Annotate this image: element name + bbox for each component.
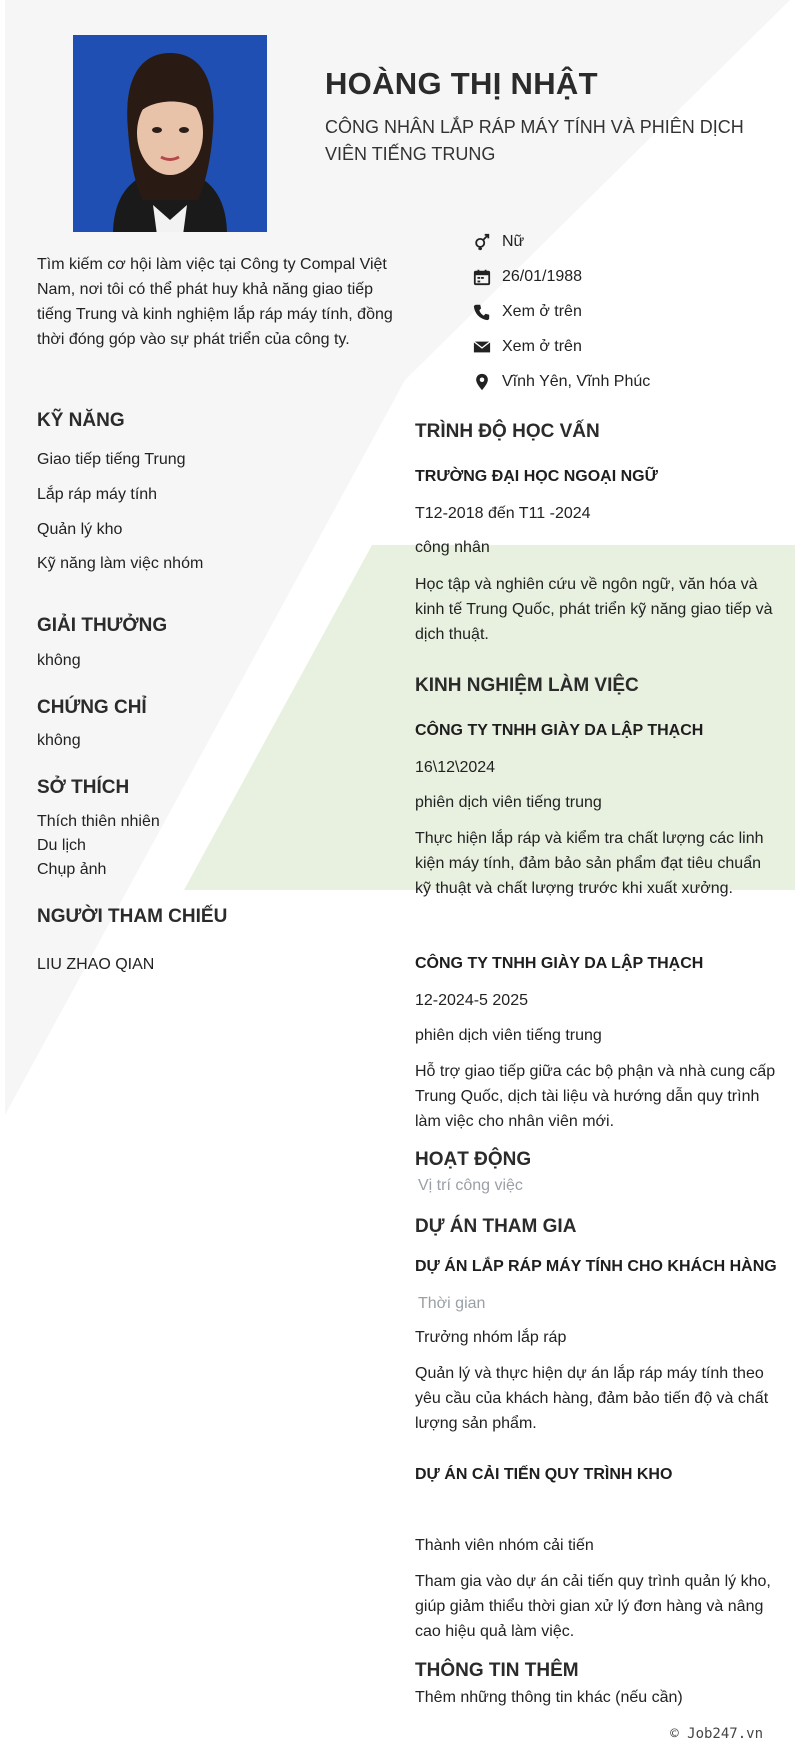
contact-phone xyxy=(472,300,772,324)
reference-name: LIU ZHAO QIAN xyxy=(37,956,155,973)
job-title: CÔNG NHÂN LẮP RÁP MÁY TÍNH VÀ PHIÊN DỊCH VIÊN TIẾNG TRUNG xyxy=(325,117,744,164)
profile-photo xyxy=(73,35,267,232)
mail-icon xyxy=(472,337,492,357)
skill-item: Kỹ năng làm việc nhóm xyxy=(37,555,204,572)
additional-heading: THÔNG TIN THÊM xyxy=(415,1660,579,1681)
hobbies-heading: SỞ THÍCH xyxy=(37,777,130,798)
skills-heading: KỸ NĂNG xyxy=(37,410,125,431)
contact-email xyxy=(472,335,772,359)
career-objective: Tìm kiếm cơ hội làm việc tại Công ty Compal Việt Nam, nơi tôi có thể phát huy khả năng giao tiếp tiếng Trung và kinh nghiệm lắp ráp máy tính, đồng thời đóng góp vào sự phát triển của công ty. xyxy=(37,256,393,348)
activities-heading: HOẠT ĐỘNG xyxy=(415,1149,532,1170)
hobby-item: Chụp ảnh xyxy=(37,861,107,878)
certificates-heading: CHỨNG CHỈ xyxy=(37,697,147,718)
education-description: Học tập và nghiên cứu về ngôn ngữ, văn hóa và kinh tế Trung Quốc, phát triển kỹ năng giao tiếp và dịch thuật. xyxy=(415,576,773,643)
phone-text: Xem ở trên xyxy=(502,303,582,320)
hobby-item: Thích thiên nhiên xyxy=(37,813,160,830)
job-company: CÔNG TY TNHH GIÀY DA LẬP THẠCH xyxy=(415,722,704,739)
job-position: phiên dịch viên tiếng trung xyxy=(415,1027,602,1044)
skill-item: Lắp ráp máy tính xyxy=(37,486,158,503)
job-time: 16\12\2024 xyxy=(415,759,496,776)
education-major: công nhân xyxy=(415,539,490,556)
education-school: TRƯỜNG ĐẠI HỌC NGOẠI NGỮ xyxy=(415,468,658,485)
references-heading: NGƯỜI THAM CHIẾU xyxy=(37,906,228,927)
birthday-text: 26/01/1988 xyxy=(502,268,583,285)
skill-item: Quản lý kho xyxy=(37,521,123,538)
gender-icon xyxy=(472,232,492,252)
job-description: Thực hiện lắp ráp và kiểm tra chất lượng các linh kiện máy tính, đảm bảo sản phẩm đạt tiêu chuẩn kỹ thuật và chất lượng trước khi xuất xưởng. xyxy=(415,830,764,897)
certificates-text: không xyxy=(37,732,81,749)
job-company: CÔNG TY TNHH GIÀY DA LẬP THẠCH xyxy=(415,955,704,972)
project-name: DỰ ÁN LẮP RÁP MÁY TÍNH CHO KHÁCH HÀNG xyxy=(415,1258,777,1275)
project-name: DỰ ÁN CẢI TIẾN QUY TRÌNH KHO xyxy=(415,1466,673,1483)
awards-text: không xyxy=(37,652,81,669)
address-text: Vĩnh Yên, Vĩnh Phúc xyxy=(502,373,651,390)
projects-heading: DỰ ÁN THAM GIA xyxy=(415,1216,577,1237)
contact-address xyxy=(472,370,772,394)
project-role: Trưởng nhóm lắp ráp xyxy=(415,1329,567,1346)
project-role: Thành viên nhóm cải tiến xyxy=(415,1537,594,1554)
additional-text: Thêm những thông tin khác (nếu cần) xyxy=(415,1689,683,1706)
job-time: 12-2024-5 2025 xyxy=(415,992,528,1009)
activities-placeholder: Vị trí công việc xyxy=(418,1177,523,1194)
location-icon xyxy=(472,372,492,392)
skill-item: Giao tiếp tiếng Trung xyxy=(37,451,186,468)
phone-icon xyxy=(472,302,492,322)
project-time: Thời gian xyxy=(418,1295,486,1312)
experience-heading: KINH NGHIỆM LÀM VIỆC xyxy=(415,675,639,696)
job-description: Hỗ trợ giao tiếp giữa các bộ phận và nhà cung cấp Trung Quốc, dịch tài liệu và hướng dẫn quy trình làm việc cho nhân viên mới. xyxy=(415,1063,776,1130)
education-time: T12-2018 đến T11 -2024 xyxy=(415,505,591,522)
site-watermark: © Job247.vn xyxy=(670,1726,763,1742)
job-position: phiên dịch viên tiếng trung xyxy=(415,794,602,811)
contact-birthday xyxy=(472,265,772,289)
contact-gender xyxy=(472,230,772,254)
gender-text: Nữ xyxy=(502,233,525,250)
awards-heading: GIẢI THƯỞNG xyxy=(37,615,168,636)
email-text: Xem ở trên xyxy=(502,338,582,355)
education-heading: TRÌNH ĐỘ HỌC VẤN xyxy=(415,421,600,442)
project-description: Quản lý và thực hiện dự án lắp ráp máy tính theo yêu cầu của khách hàng, đảm bảo tiến độ và chất lượng sản phẩm. xyxy=(415,1365,769,1432)
project-description: Tham gia vào dự án cải tiến quy trình quản lý kho, giúp giảm thiểu thời gian xử lý đơn hàng và nâng cao hiệu quả làm việc. xyxy=(415,1573,771,1640)
hobby-item: Du lịch xyxy=(37,837,86,854)
candidate-name: HOÀNG THỊ NHẬT xyxy=(325,66,598,101)
calendar-icon xyxy=(472,267,492,287)
